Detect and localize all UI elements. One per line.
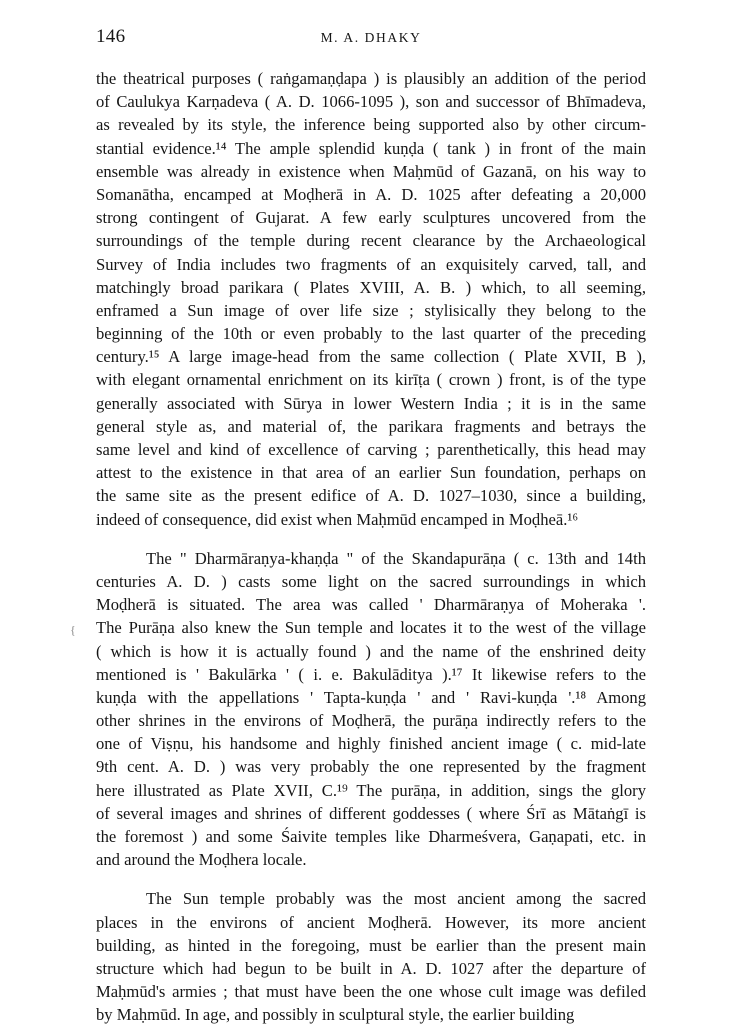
text-line: century.¹⁵ A large image-head from the same collection ( Plate XVII, B ), — [96, 347, 646, 367]
text-line: of several images and shrines of different goddesses ( where Śrī as Mātaṅgī is — [96, 803, 646, 823]
text-line: here illustrated as Plate XVII, C.¹⁹ The purāṇa, in addition, sings the glory — [96, 780, 646, 800]
text-line: by Maḥmūd. In age, and possibly in sculptural style, the earlier building — [96, 1005, 575, 1025]
text-line: as revealed by its style, the inference being supported also by other circum- — [96, 115, 646, 135]
text-line: Somanātha, encamped at Moḍherā in A. D. 1025 after defeating a 20,000 — [96, 184, 646, 204]
text-line: ( which is how it is actually found ) and the name of the enshrined deity — [96, 641, 646, 661]
text-line: and around the Moḍhera locale. — [96, 850, 307, 870]
text-line: mentioned is ' Bakulārka ' ( i. e. Bakulāditya ).¹⁷ It likewise refers to the — [96, 664, 646, 684]
paragraph-2 — [96, 547, 646, 872]
text-line: The " Dharmāraṇya-khaṇḍa " of the Skandapurāṇa ( c. 13th and 14th — [146, 548, 646, 568]
text-line: indeed of consequence, did exist when Maḥmūd encamped in Moḍheā.¹⁶ — [96, 509, 579, 529]
text-line: building, as hinted in the foregoing, must be earlier than the present main — [96, 935, 646, 955]
text-line: general style as, and material of, the parikara fragments and betrays the — [96, 416, 646, 436]
text-line: centuries A. D. ) casts some light on the sacred surroundings in which — [96, 571, 646, 591]
text-line: Moḍherā is situated. The area was called ' Dharmāraṇya of Moheraka '. — [96, 595, 646, 615]
text-line: stantial evidence.¹⁴ The ample splendid kuṇḍa ( tank ) in front of the main — [96, 138, 646, 158]
text-line: the theatrical purposes ( raṅgamaṇḍapa ) is plausibly an addition of the period — [96, 69, 646, 88]
text-line: matchingly broad parikara ( Plates XVIII, A. B. ) which, to all seeming, — [96, 277, 646, 297]
page-header — [96, 26, 646, 50]
text-line: structure which had begun to be built in A. D. 1027 after the departure of — [96, 958, 646, 978]
text-line: Maḥmūd's armies ; that must have been the one whose cult image was defiled — [96, 982, 646, 1002]
margin-mark: { — [70, 623, 76, 637]
text-line: surroundings of the temple during recent clearance by the Archaeological — [96, 231, 646, 251]
text-line: the same site as the present edifice of A. D. 1027–1030, since a building, — [96, 486, 646, 506]
text-line: strong contingent of Gujarat. A few early sculptures uncovered from the — [96, 208, 646, 228]
body-text — [96, 67, 646, 1027]
text-line: of Caulukya Karṇadeva ( A. D. 1066-1095 ), son and successor of Bhīmadeva, — [96, 92, 646, 112]
paragraph-1 — [96, 67, 646, 531]
text-line: with elegant ornamental enrichment on its kirīṭa ( crown ) front, is of the type — [96, 370, 646, 390]
text-line: kuṇḍa with the appellations ' Tapta-kuṇḍa ' and ' Ravi-kuṇḍa '.¹⁸ Among — [96, 687, 646, 707]
text-line: other shrines in the environs of Moḍherā, the purāṇa indirectly refers to the — [96, 711, 646, 731]
text-line: The Sun temple probably was the most ancient among the sacred — [146, 889, 646, 909]
text-line: enframed a Sun image of over life size ; stylisically they belong to the — [96, 300, 646, 320]
text-line: attest to the existence in that area of an earlier Sun foundation, perhaps on — [96, 463, 646, 483]
text-line: The Purāṇa also knew the Sun temple and locates it to the west of the village — [96, 618, 646, 638]
text-line: one of Viṣṇu, his handsome and highly finished ancient image ( c. mid-late — [96, 734, 646, 754]
running-head: M. A. DHAKY — [320, 30, 422, 45]
paragraph-3 — [96, 887, 646, 1026]
text-line: same level and kind of excellence of carving ; parenthetically, this head may — [96, 440, 646, 459]
text-line: 9th cent. A. D. ) was very probably the one represented by the fragment — [96, 757, 646, 777]
text-line: beginning of the 10th or even probably to the last quarter of the preceding — [96, 324, 646, 344]
text-line: generally associated with Sūrya in lower Western India ; it is in the same — [96, 393, 646, 413]
text-line: places in the environs of ancient Moḍherā. However, its more ancient — [96, 912, 646, 932]
text-line: the foremost ) and some Śaivite temples like Dharmeśvera, Gaṇapati, etc. in — [96, 827, 646, 846]
page-number: 146 — [96, 26, 126, 47]
text-line: Survey of India includes two fragments of an exquisitely carved, tall, and — [96, 254, 646, 274]
text-line: ensemble was already in existence when Maḥmūd of Gazanā, on his way to — [96, 161, 646, 181]
